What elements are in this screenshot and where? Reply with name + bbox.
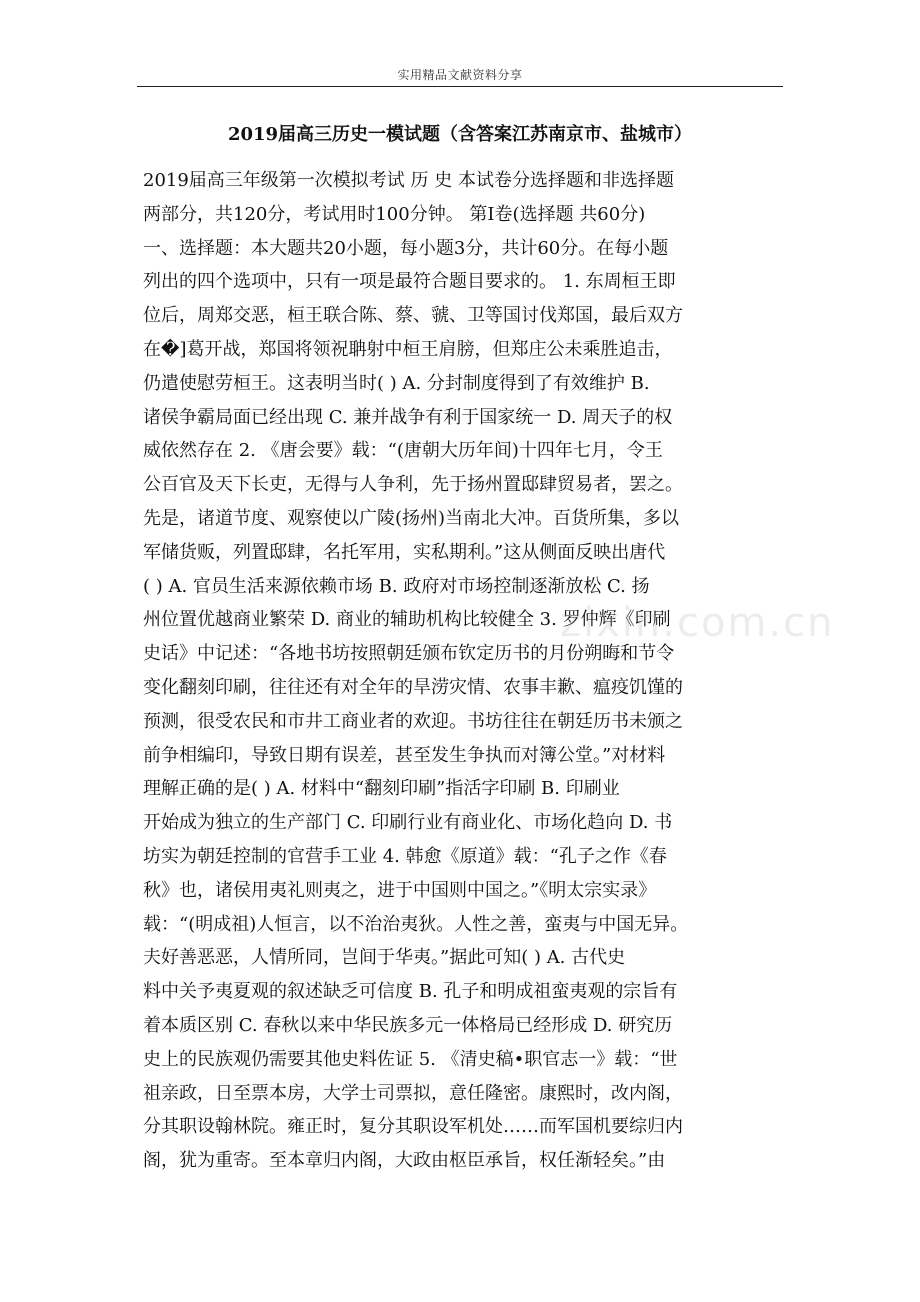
body-line: 夫好善恶恶，人情所同，岂间于华夷。”据此可知( ) A. 古代史 bbox=[143, 947, 626, 969]
body-line: 公百官及天下长吏，无得与人争利，先于扬州置邸肆贸易者，罢之。 bbox=[143, 474, 683, 496]
body-line: 威依然存在 2. 《唐会要》载：“(唐朝大历年间)十四年七月，令王 bbox=[143, 440, 663, 462]
body-line: 两部分，共120分，考试用时100分钟。 第Ⅰ卷(选择题 共60分) bbox=[143, 203, 646, 225]
body-line: 在�]葛开战，郑国将领祝聃射中桓王肩膀，但郑庄公未乘胜追击， bbox=[143, 338, 673, 360]
body-line: 军储货贩，列置邸肆，名托军用，实私期利。”这从侧面反映出唐代 bbox=[143, 541, 666, 563]
watermark: zixin.com.cn bbox=[560, 600, 835, 646]
body-line: 变化翻刻印刷，往往还有对全年的旱涝灾情、农事丰歉、瘟疫饥馑的 bbox=[143, 676, 683, 698]
body-line: 分其职设翰林院。雍正时，复分其职设军机处……而军国机要综归内 bbox=[143, 1116, 683, 1138]
body-line: 前争相编印，导致日期有误差，甚至发生争执而对簿公堂。”对材料 bbox=[143, 744, 666, 766]
body-line: 理解正确的是( ) A. 材料中“翻刻印刷”指活字印刷 B. 印刷业 bbox=[143, 778, 620, 800]
body-line: 阁，犹为重寄。至本章归内阁，大政由枢臣承旨，权任渐轻矣。”由 bbox=[143, 1150, 666, 1172]
header-divider bbox=[137, 86, 783, 87]
body-line: 2019届高三年级第一次模拟考试 历 史 本试卷分选择题和非选择题 bbox=[143, 170, 674, 191]
body-line: 列出的四个选项中，只有一项是最符合题目要求的。 1. 东周桓王即 bbox=[143, 271, 676, 293]
body-line: 史话》中记述：“各地书坊按照朝廷颁布钦定历书的月份朔晦和节令 bbox=[143, 643, 675, 665]
body-line: 仍遣使慰劳桓王。这表明当时( ) A. 分封制度得到了有效维护 B. bbox=[143, 372, 650, 394]
document-title: 2019届高三历史一模试题（含答案江苏南京市、盐城市） bbox=[227, 124, 693, 145]
body-line: 坊实为朝廷控制的官营手工业 4. 韩愈《原道》载：“孔子之作《春 bbox=[143, 845, 667, 867]
body-line: 开始成为独立的生产部门 C. 印刷行业有商业化、市场化趋向 D. 书 bbox=[143, 812, 673, 834]
document-body bbox=[143, 164, 793, 1178]
body-line: 祖亲政，日至票本房，大学士司票拟，意任隆密。康熙时，改内阁， bbox=[143, 1082, 683, 1104]
body-line: 位后，周郑交恶，桓王联合陈、蔡、虢、卫等国讨伐郑国，最后双方 bbox=[143, 305, 683, 327]
body-line: 史上的民族观仍需要其他史料佐证 5. 《清史稿•职官志一》载：“世 bbox=[143, 1048, 678, 1070]
body-line: 着本质区别 C. 春秋以来中华民族多元一体格局已经形成 D. 研究历 bbox=[143, 1014, 673, 1036]
body-line: 料中关予夷夏观的叙述缺乏可信度 B. 孔子和明成祖蛮夷观的宗旨有 bbox=[143, 981, 678, 1003]
body-line: 先是，诸道节度、观察使以广陵(扬州)当南北大冲。百货所集，多以 bbox=[143, 507, 680, 529]
body-line: 州位置优越商业繁荣 D. 商业的辅助机构比较健全 3. 罗仲辉《印刷 bbox=[143, 609, 671, 631]
body-line: 预测，很受农民和市井工商业者的欢迎。书坊往往在朝廷历书未颁之 bbox=[143, 710, 683, 732]
body-line: 一、选择题：本大题共20小题，每小题3分，共计60分。在每小题 bbox=[143, 237, 669, 259]
page-header: 实用精品文献资料分享 bbox=[397, 68, 523, 82]
body-line: 载：“(明成祖)人恒言，以不治治夷狄。人性之善，蛮夷与中国无异。 bbox=[143, 913, 689, 935]
body-line: 秋》也，诸侯用夷礼则夷之，进于中国则中国之。”《明太宗实录》 bbox=[143, 879, 657, 901]
body-line: 诸侯争霸局面已经出现 C. 兼并战争有利于国家统一 D. 周天子的权 bbox=[143, 406, 673, 428]
body-line: ( ) A. 官员生活来源依赖市场 B. 政府对市场控制逐渐放松 C. 扬 bbox=[143, 575, 650, 597]
